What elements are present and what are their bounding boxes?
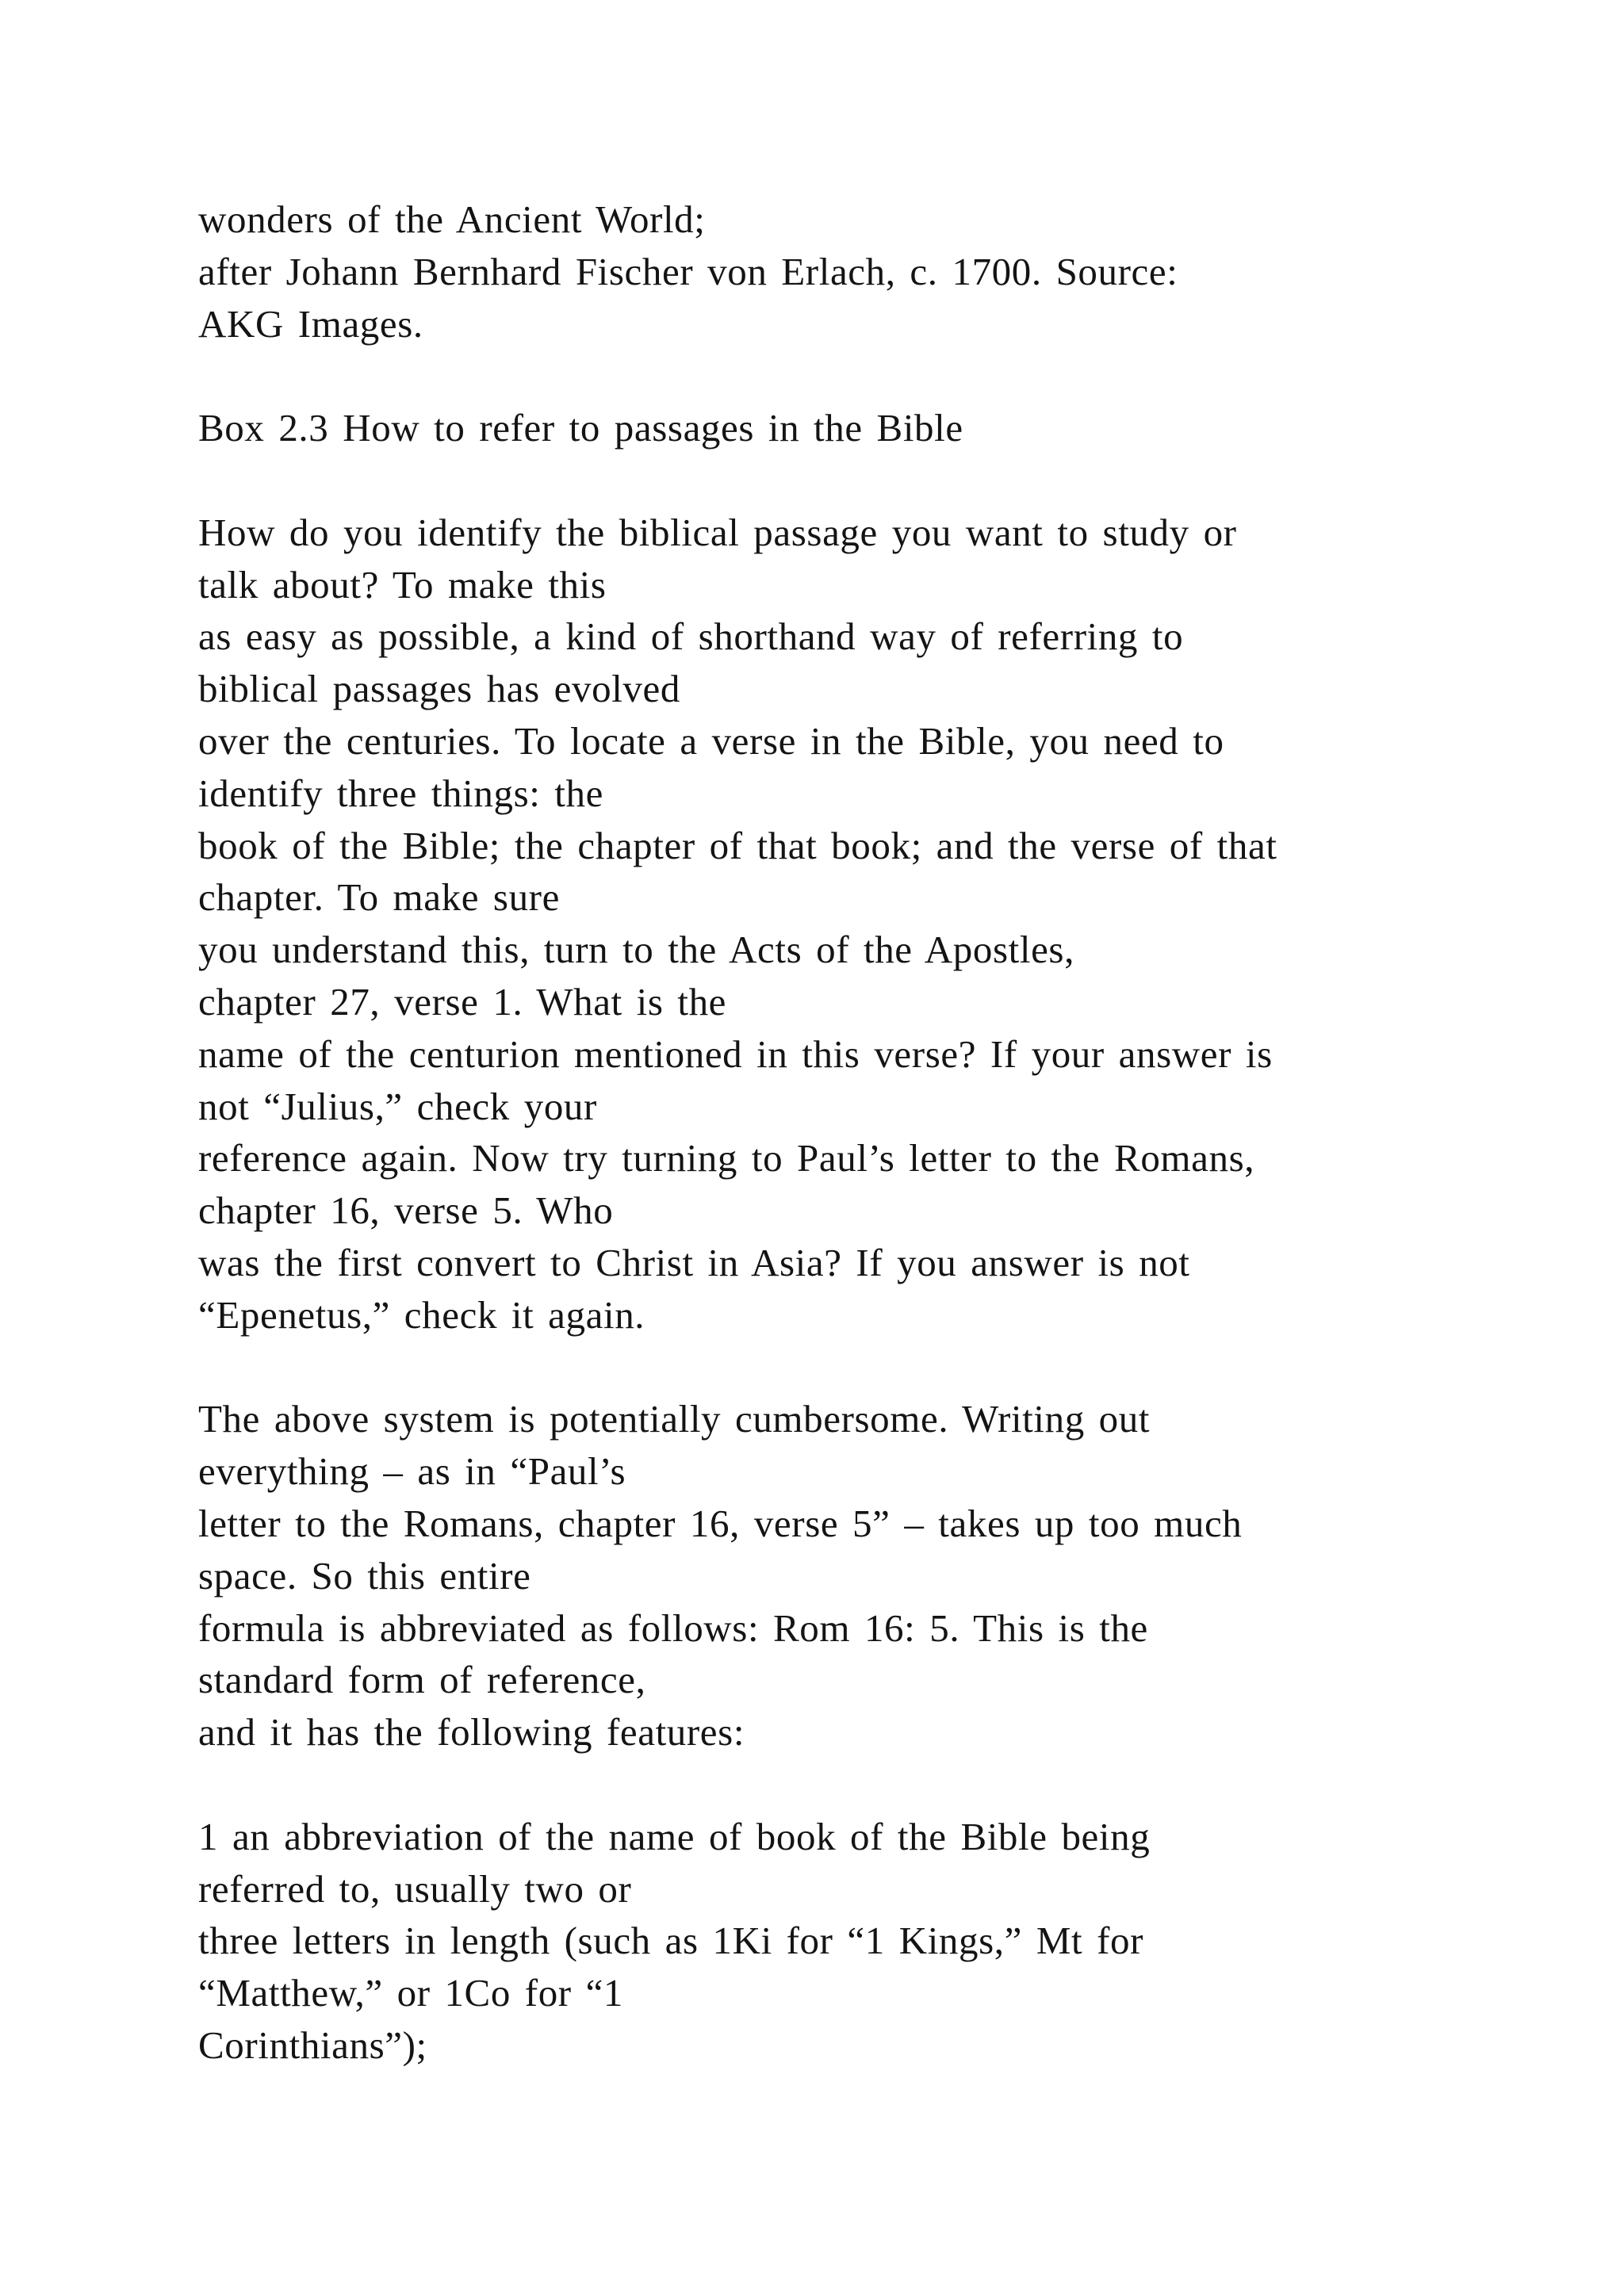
list-item-line: referred to, usually two or: [198, 1866, 632, 1911]
text-line: chapter 16, verse 5. Who: [198, 1188, 614, 1233]
document-text: [198, 193, 1562, 2072]
text-line: as easy as possible, a kind of shorthand way of referring to: [198, 614, 1184, 659]
list-item-line: 1 an abbreviation of the name of book of the Bible being: [198, 1814, 1151, 1858]
text-line: “Epenetus,” check it again.: [198, 1292, 645, 1337]
text-line: after Johann Bernhard Fischer von Erlach, c. 1700. Source:: [198, 249, 1178, 293]
text-line: AKG Images.: [198, 301, 423, 346]
text-line: identify three things: the: [198, 771, 603, 815]
text-line: letter to the Romans, chapter 16, verse 5” – takes up too much: [198, 1501, 1243, 1545]
text-line: How do you identify the biblical passage you want to study or: [198, 510, 1237, 554]
text-line: formula is abbreviated as follows: Rom 16: 5. This is the: [198, 1605, 1148, 1650]
text-line: name of the centurion mentioned in this verse? If your answer is: [198, 1031, 1273, 1076]
list-item-line: Corinthians”);: [198, 2022, 427, 2067]
text-line: standard form of reference,: [198, 1658, 646, 1702]
list-item-line: three letters in length (such as 1Ki for “1 Kings,” Mt for: [198, 1919, 1144, 1963]
text-line: chapter 27, verse 1. What is the: [198, 979, 727, 1024]
box-heading: Box 2.3 How to refer to passages in the Bible: [198, 406, 963, 450]
text-line: over the centuries. To locate a verse in the Bible, you need to: [198, 718, 1224, 763]
text-line: biblical passages has evolved: [198, 667, 680, 711]
blank-line: [198, 454, 1562, 507]
text-line: talk about? To make this: [198, 562, 607, 607]
text-line: wonders of the Ancient World;: [198, 197, 706, 241]
list-item-line: “Matthew,” or 1Co for “1: [198, 1971, 624, 2015]
text-line: everything – as in “Paul’s: [198, 1449, 626, 1494]
text-line: and it has the following features:: [198, 1710, 745, 1755]
text-line: space. So this entire: [198, 1553, 531, 1598]
text-line: The above system is potentially cumbersome. Writing out: [198, 1397, 1151, 1441]
text-line: chapter. To make sure: [198, 875, 560, 920]
text-line: reference again. Now try turning to Paul’s letter to the Romans,: [198, 1136, 1255, 1181]
blank-line: [198, 350, 1562, 402]
text-line: was the first convert to Christ in Asia? If you answer is not: [198, 1240, 1190, 1284]
text-line: book of the Bible; the chapter of that book; and the verse of that: [198, 823, 1277, 867]
blank-line: [198, 1341, 1562, 1394]
blank-line: [198, 1758, 1562, 1811]
text-line: not “Julius,” check your: [198, 1084, 597, 1128]
text-line: you understand this, turn to the Acts of the Apostles,: [198, 928, 1074, 972]
